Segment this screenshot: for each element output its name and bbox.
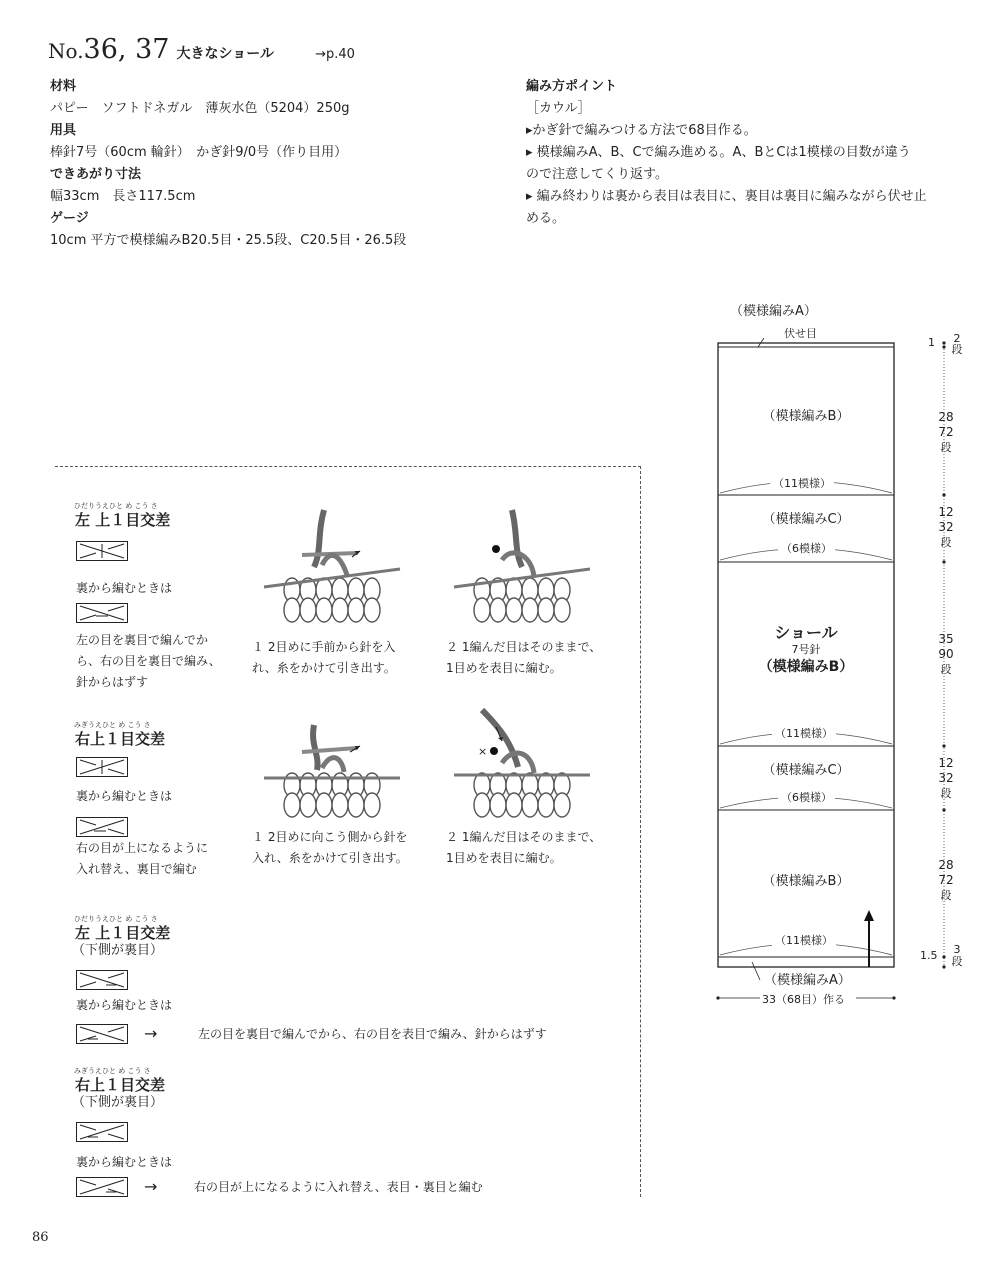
diagram-repeat-b2: （11模様） [772, 725, 836, 741]
dim-7-rows [950, 944, 964, 968]
pattern-header [48, 34, 355, 65]
knit-illustration-1b [452, 505, 592, 629]
pattern-number-prefix: No. [48, 39, 84, 63]
materials-block [50, 76, 406, 252]
point-1: ▸かぎ針で編みつける方法で68目作る。 [526, 123, 757, 138]
dim-7 [920, 950, 938, 962]
diagram-section-c2: （模様編みC） [762, 763, 850, 778]
symbol-left-cross-purl-back [76, 1024, 128, 1048]
size-label: できあがり寸法 [50, 167, 142, 182]
materials-value: パピー ソフトドネガル 薄灰水色（5204）250g [50, 101, 350, 116]
technique-2-step-2 [446, 827, 601, 869]
technique-1-ruby: ひだりうえひと め こう さ [74, 502, 158, 510]
symbol-left-cross [76, 541, 128, 565]
technique-3-ruby: ひだりうえひと め こう さ [74, 915, 158, 923]
dim-2-unit: 段 [940, 441, 952, 454]
diagram-top-label: （模様編みA） [730, 304, 817, 319]
technique-1-step-2 [446, 637, 601, 679]
technique-2-step-1 [252, 827, 408, 869]
technique-1-step-1a: １ 2目めに手前から針を入 [252, 640, 396, 654]
dim-6-unit: 段 [940, 889, 952, 902]
dim-4 [932, 632, 960, 677]
diagram-repeat-c2: （6模様） [778, 789, 835, 805]
dim-7-cm: 1.5 [920, 949, 938, 962]
technique-2-step-1b: 入れ、糸をかけて引き出す。 [252, 851, 408, 865]
dim-2-cm: 28 [938, 410, 954, 424]
technique-4-back: 裏から編むときは [76, 1155, 173, 1169]
dim-3-unit: 段 [940, 536, 952, 549]
symbol-right-cross-purl [76, 1122, 128, 1146]
technique-3-title: 左 上１目交差 [75, 924, 171, 942]
technique-2-step-2a: ２ 1編んだ目はそのままで、 [446, 830, 602, 844]
diagram-section-b-mid: （模様編みB） [758, 659, 854, 675]
dim-4-unit: 段 [940, 663, 952, 676]
technique-1-step-1 [252, 637, 396, 679]
dim-5-unit: 段 [940, 787, 952, 800]
technique-1-back: 裏から編むときは [76, 581, 173, 595]
dim-3-cm: 12 [938, 505, 954, 519]
pattern-title: 大きなショール [176, 46, 274, 62]
symbol-right-cross [76, 757, 128, 781]
dim-5-cm: 12 [938, 756, 954, 770]
diagram-repeat-b1: （11模様） [770, 475, 834, 491]
diagram-width-label: 33（68目）作る [762, 993, 845, 1006]
point-3b: める。 [526, 211, 566, 226]
technique-1-title: 左 上１目交差 [75, 511, 171, 529]
technique-4-note: 右の目が上になるように入れ替え、表目・裏目と編む [194, 1180, 483, 1194]
dim-6 [932, 858, 960, 903]
page-number: 86 [32, 1230, 49, 1245]
dim-1-rows [950, 333, 964, 355]
diagram-section-b3: （模様編みB） [762, 874, 850, 889]
symbol-left-cross-back [76, 603, 128, 627]
dim-3 [932, 505, 960, 550]
dim-6-rows: 72 [938, 873, 954, 887]
knit-illustration-1a [262, 505, 402, 629]
technique-2-note-1: 右の目が上になるように [76, 841, 209, 855]
dim-4-cm: 35 [938, 632, 954, 646]
diagram-bind-off: 伏せ目 [784, 327, 817, 340]
technique-2-back: 裏から編むときは [76, 789, 173, 803]
dim-7-rows-value: 3 [953, 943, 961, 956]
technique-1-note-3: 針からはずす [76, 675, 149, 689]
pattern-number: 36, 37 [83, 34, 170, 65]
point-2b: ので注意してくり返す。 [526, 167, 668, 182]
technique-1-step-2b: 1目めを表目に編む。 [446, 661, 562, 675]
dim-3-rows: 32 [938, 520, 954, 534]
technique-1-note [76, 630, 221, 693]
svg-text:×: × [478, 745, 488, 758]
symbol-left-cross-purl [76, 970, 128, 994]
page-reference: →p.40 [315, 47, 355, 62]
knit-illustration-2a [262, 710, 402, 824]
diagram-repeat-b3: （11模様） [772, 932, 836, 948]
point-2a: ▸ 模様編みA、B、Cで編み進める。A、BとCは1模様の目数が違う [526, 145, 911, 160]
gauge-value: 10cm 平方で模様編みB20.5目・25.5段、C20.5目・26.5段 [50, 233, 407, 248]
diagram-repeat-c1: （6模様） [778, 540, 835, 556]
technique-4-title: 右上１目交差 [75, 1076, 166, 1094]
technique-3-arrow: → [144, 1024, 158, 1043]
diagram-shawl-title: ショール [774, 623, 838, 642]
point-3a: ▸ 編み終わりは裏から表目は表目に、裏目は裏目に編みながら伏せ止 [526, 189, 927, 204]
dim-7-rows-unit: 段 [951, 955, 963, 968]
dim-5 [932, 756, 960, 801]
diagram-section-c1: （模様編みC） [762, 512, 850, 527]
dim-1-cm: 1 [928, 336, 935, 349]
dim-2-rows: 72 [938, 425, 954, 439]
technique-3-sub: （下側が裏目） [72, 943, 164, 958]
technique-4-arrow: → [144, 1177, 158, 1196]
technique-2-note-2: 入れ替え、裏目で編む [76, 862, 197, 876]
diagram-needle: 7号針 [791, 643, 821, 656]
technique-1-step-2a: ２ 1編んだ目はそのままで、 [446, 640, 602, 654]
dim-1-rows-unit: 段 [951, 343, 963, 356]
technique-2-step-2b: 1目めを表目に編む。 [446, 851, 562, 865]
points-subtitle: ［カウル］ [526, 101, 591, 116]
technique-1-step-1b: れ、糸をかけて引き出す。 [252, 661, 396, 675]
dim-4-rows: 90 [938, 647, 954, 661]
symbol-right-cross-purl-back [76, 1177, 128, 1201]
knit-illustration-2b [452, 705, 592, 824]
technique-3-back: 裏から編むときは [76, 998, 173, 1012]
technique-2-ruby: みぎうえひと め こう さ [74, 721, 151, 729]
tools-label: 用具 [50, 123, 77, 138]
materials-label: 材料 [50, 79, 77, 94]
gauge-label: ゲージ [50, 211, 89, 226]
technique-2-note [76, 838, 208, 880]
technique-4-sub: （下側が裏目） [72, 1095, 164, 1110]
technique-1-note-2: ら、右の目を裏目で編み、 [76, 654, 221, 668]
dim-6-cm: 28 [938, 858, 954, 872]
dim-2 [932, 410, 960, 455]
tools-value: 棒針7号（60cm 輪針） かぎ針9/0号（作り目用） [50, 145, 348, 160]
size-value: 幅33cm 長さ117.5cm [50, 189, 196, 204]
technique-1-note-1: 左の目を裏目で編んでか [76, 633, 209, 647]
diagram-bottom-label: （模様編みA） [764, 973, 851, 988]
dim-5-rows: 32 [938, 771, 954, 785]
technique-4-ruby: みぎうえひと め こう さ [74, 1067, 151, 1075]
points-block [526, 76, 927, 230]
technique-2-title: 右上１目交差 [75, 730, 166, 748]
dim-1 [928, 337, 935, 349]
points-title: 編み方ポイント [526, 79, 618, 94]
dim-1-rows-value: 2 [953, 332, 961, 345]
technique-2-step-1a: １ 2目めに向こう側から針を [252, 830, 408, 844]
diagram-section-b1: （模様編みB） [762, 409, 850, 424]
technique-3-note: 左の目を裏目で編んでから、右の目を表目で編み、針からはずす [198, 1027, 547, 1041]
